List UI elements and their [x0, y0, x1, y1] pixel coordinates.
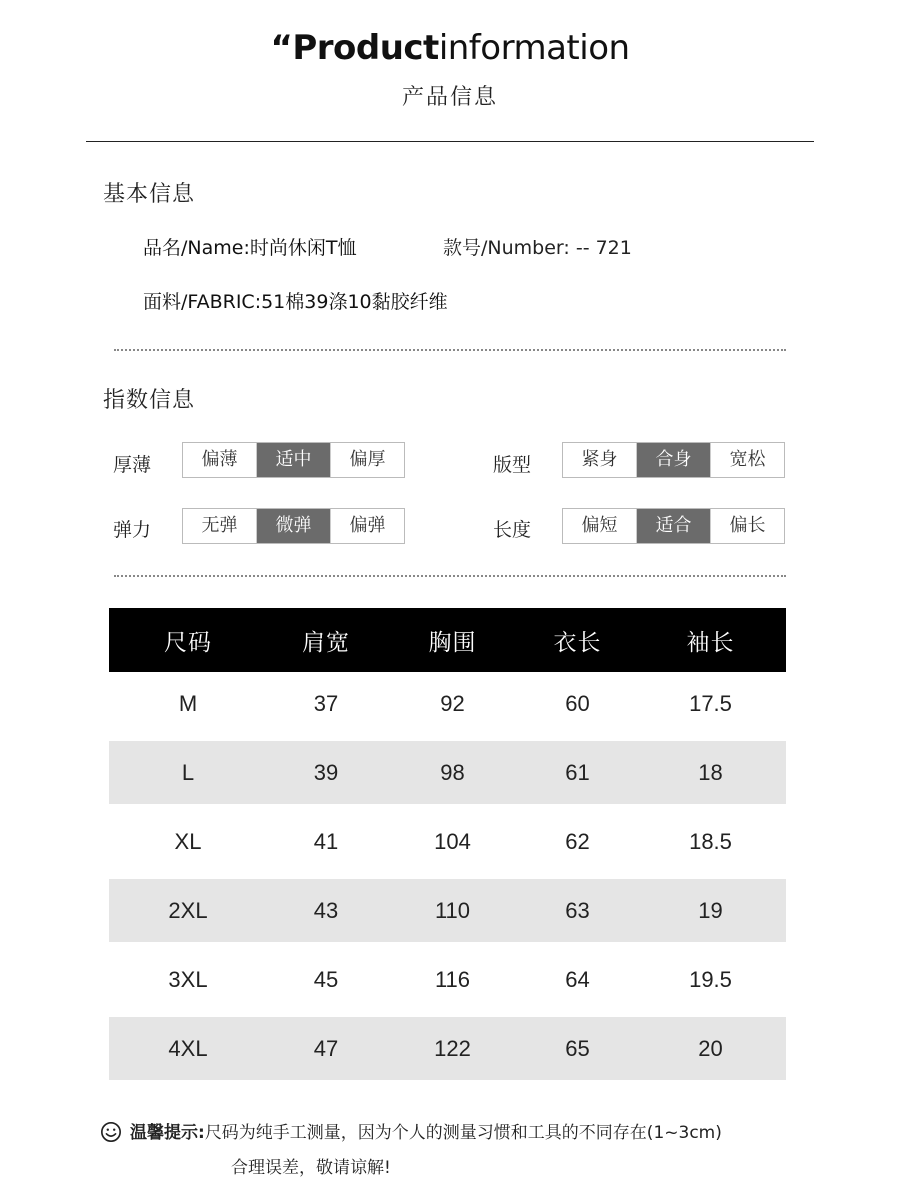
table-cell: 110	[434, 897, 471, 923]
table-cell: 19	[698, 897, 723, 923]
elasticity-label: 弹力	[113, 519, 152, 541]
table-header	[109, 608, 786, 672]
dotted-divider	[114, 349, 786, 351]
table-cell: 18	[698, 759, 723, 785]
fabric-label: 面料/FABRIC:	[143, 291, 262, 313]
table-row	[109, 1017, 786, 1080]
title-bold: Product	[292, 28, 439, 68]
table-cell: 37	[313, 690, 339, 716]
table-cell: 4XL	[168, 1035, 208, 1061]
thickness-label: 厚薄	[113, 454, 152, 476]
tip-text-continued: 合理误差，敬请谅解!	[231, 1158, 391, 1178]
thickness-option: 偏薄	[183, 443, 257, 477]
product-number-line	[443, 233, 632, 260]
elasticity-option-selected: 微弹	[257, 509, 331, 543]
page-title	[0, 26, 900, 70]
table-cell: 20	[698, 1035, 723, 1061]
length-selector	[562, 508, 785, 544]
table-cell: 19.5	[689, 966, 732, 992]
table-cell: M	[178, 690, 198, 716]
table-row	[109, 741, 786, 804]
header-cell-sleeve: 袖长	[686, 629, 735, 656]
header-cell-chest: 胸围	[428, 629, 477, 656]
length-option-selected: 适合	[637, 509, 711, 543]
table-cell: 116	[434, 966, 471, 992]
elasticity-selector	[182, 508, 405, 544]
number-label: 款号/Number:	[443, 237, 570, 259]
dotted-divider	[114, 575, 786, 577]
fit-option-selected: 合身	[637, 443, 711, 477]
table-cell: 63	[565, 897, 590, 923]
table-cell: 18.5	[689, 828, 732, 854]
table-cell: 60	[565, 690, 590, 716]
table-cell: 61	[565, 759, 590, 785]
page-subtitle: 产品信息	[401, 85, 498, 110]
header-cell-shoulder: 肩宽	[302, 629, 350, 656]
table-cell: 41	[313, 828, 339, 854]
table-cell: 2XL	[168, 897, 208, 923]
smile-icon	[100, 1121, 122, 1143]
tip-text: 尺码为纯手工测量，因为个人的测量习惯和工具的不同存在(1~3cm)	[204, 1123, 722, 1143]
table-row	[109, 672, 786, 735]
table-cell: 43	[313, 897, 339, 923]
table-cell: XL	[174, 828, 202, 854]
table-cell: 98	[440, 759, 465, 785]
tip-line	[100, 1118, 722, 1143]
table-cell: 17.5	[689, 690, 732, 716]
number-value: -- 721	[575, 237, 632, 259]
table-cell: 122	[434, 1035, 471, 1061]
table-cell: 45	[313, 966, 339, 992]
fit-label: 版型	[493, 454, 532, 476]
tip-label: 温馨提示:	[130, 1123, 205, 1143]
table-cell: 64	[565, 966, 590, 992]
fit-selector	[562, 442, 785, 478]
elasticity-option: 偏弹	[331, 509, 404, 543]
header-cell-size: 尺码	[164, 629, 212, 656]
fabric-value: 51棉39涤10黏胶纤维	[261, 291, 448, 313]
fabric-line	[143, 287, 448, 314]
thickness-selector	[182, 442, 405, 478]
product-name-line	[143, 233, 356, 260]
table-cell: 104	[434, 828, 471, 854]
elasticity-option: 无弹	[183, 509, 257, 543]
basic-info-title: 基本信息	[103, 182, 196, 207]
table-cell: L	[181, 759, 195, 785]
size-table	[109, 608, 786, 1086]
header-cell-length: 衣长	[553, 629, 602, 656]
table-cell: 62	[565, 828, 590, 854]
title-light: information	[438, 28, 630, 68]
title-quote: “	[270, 28, 293, 68]
index-info-title: 指数信息	[103, 388, 196, 413]
length-option: 偏短	[563, 509, 637, 543]
thickness-option-selected: 适中	[257, 443, 331, 477]
fit-option: 宽松	[711, 443, 784, 477]
table-row	[109, 879, 786, 942]
page-header	[0, 26, 900, 111]
table-cell: 39	[313, 759, 339, 785]
fit-option: 紧身	[563, 443, 637, 477]
thickness-option: 偏厚	[331, 443, 404, 477]
table-row	[109, 810, 786, 873]
length-option: 偏长	[711, 509, 784, 543]
table-cell: 65	[565, 1035, 590, 1061]
table-cell: 3XL	[168, 966, 208, 992]
name-value: 时尚休闲T恤	[249, 237, 357, 259]
name-label: 品名/Name:	[143, 237, 250, 259]
table-cell: 47	[313, 1035, 339, 1061]
header-divider	[86, 141, 814, 142]
length-label: 长度	[493, 519, 532, 541]
table-row	[109, 948, 786, 1011]
table-cell: 92	[440, 690, 465, 716]
